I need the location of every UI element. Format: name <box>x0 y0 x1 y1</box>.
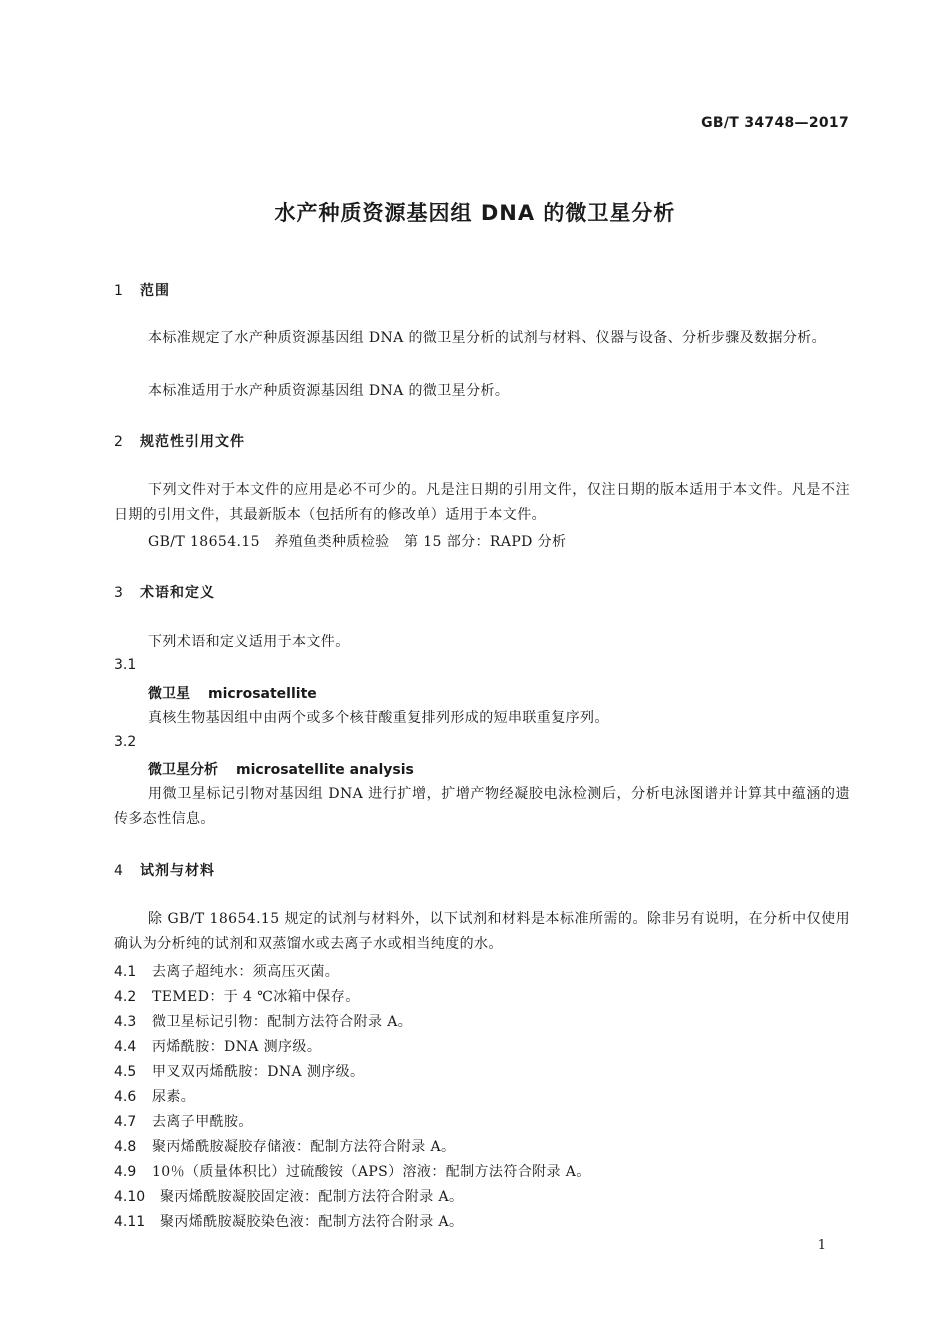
page-number: 1 <box>817 1238 826 1253</box>
section-title: 范围 <box>140 283 170 299</box>
section-3-intro: 下列术语和定义适用于本文件。 <box>148 634 350 650</box>
document-title: 水产种质资源基因组 DNA 的微卫星分析 <box>274 201 676 225</box>
term-chinese: 微卫星分析 <box>148 762 218 778</box>
list-item: 4.11 聚丙烯酰胺凝胶染色液：配制方法符合附录 A。 <box>114 1214 464 1230</box>
list-item: 4.2 TEMED：于 4 ℃冰箱中保存。 <box>114 989 360 1005</box>
standard-code: GB/T 34748—2017 <box>701 115 849 131</box>
list-item: 4.6 尿素。 <box>114 1089 196 1105</box>
term-number-3-2: 3.2 <box>114 734 137 750</box>
list-item: 4.4 丙烯酰胺：DNA 测序级。 <box>114 1039 322 1055</box>
list-item: 4.7 去离子甲酰胺。 <box>114 1114 253 1130</box>
term-3-1-definition: 真核生物基因组中由两个或多个核苷酸重复排列形成的短串联重复序列。 <box>148 710 609 726</box>
section-1-heading <box>114 280 170 300</box>
section-title: 规范性引用文件 <box>140 434 245 450</box>
list-item: 4.1 去离子超纯水：须高压灭菌。 <box>114 964 340 980</box>
term-3-2-definition: 用微卫星标记引物对基因组 DNA 进行扩增，扩增产物经凝胶电泳检测后，分析电泳图谱并计算其中蕴涵的遗传多态性信息。 <box>114 786 850 827</box>
term-3-1 <box>148 683 317 703</box>
normative-reference: GB/T 18654.15 养殖鱼类种质检验 第 15 部分：RAPD 分析 <box>148 534 567 550</box>
list-item: 4.5 甲叉双丙烯酰胺：DNA 测序级。 <box>114 1064 365 1080</box>
section-number: 3 <box>114 585 124 601</box>
section-number: 1 <box>114 283 124 299</box>
list-item: 4.3 微卫星标记引物：配制方法符合附录 A。 <box>114 1014 413 1030</box>
list-item: 4.9 10％（质量体积比）过硫酸铵（APS）溶液：配制方法符合附录 A。 <box>114 1164 591 1180</box>
section-2-heading <box>114 431 245 451</box>
section-1-paragraph-1: 本标准规定了水产种质资源基因组 DNA 的微卫星分析的试剂与材料、仪器与设备、分析步骤及数据分析。 <box>148 330 827 346</box>
section-number: 2 <box>114 434 124 450</box>
list-item: 4.10 聚丙烯酰胺凝胶固定液：配制方法符合附录 A。 <box>114 1189 464 1205</box>
term-chinese: 微卫星 <box>148 686 190 702</box>
term-3-2 <box>148 759 414 779</box>
term-number-3-1: 3.1 <box>114 657 137 673</box>
section-title: 术语和定义 <box>140 585 215 601</box>
section-3-heading <box>114 582 215 602</box>
section-2-paragraph-1: 下列文件对于本文件的应用是必不可少的。凡是注日期的引用文件，仅注日期的版本适用于本文件。凡是不注日期的引用文件，其最新版本（包括所有的修改单）适用于本文件。 <box>114 482 850 523</box>
section-title: 试剂与材料 <box>140 863 215 879</box>
term-english: microsatellite <box>208 686 317 702</box>
section-1-paragraph-2: 本标准适用于水产种质资源基因组 DNA 的微卫星分析。 <box>148 383 510 399</box>
section-4-paragraph-1: 除 GB/T 18654.15 规定的试剂与材料外，以下试剂和材料是本标准所需的。除非另有说明，在分析中仅使用确认为分析纯的试剂和双蒸馏水或去离子水或相当纯度的水。 <box>114 911 850 952</box>
list-item: 4.8 聚丙烯酰胺凝胶存储液：配制方法符合附录 A。 <box>114 1139 456 1155</box>
section-4-heading <box>114 860 215 880</box>
section-number: 4 <box>114 863 124 879</box>
term-english: microsatellite analysis <box>236 762 414 778</box>
